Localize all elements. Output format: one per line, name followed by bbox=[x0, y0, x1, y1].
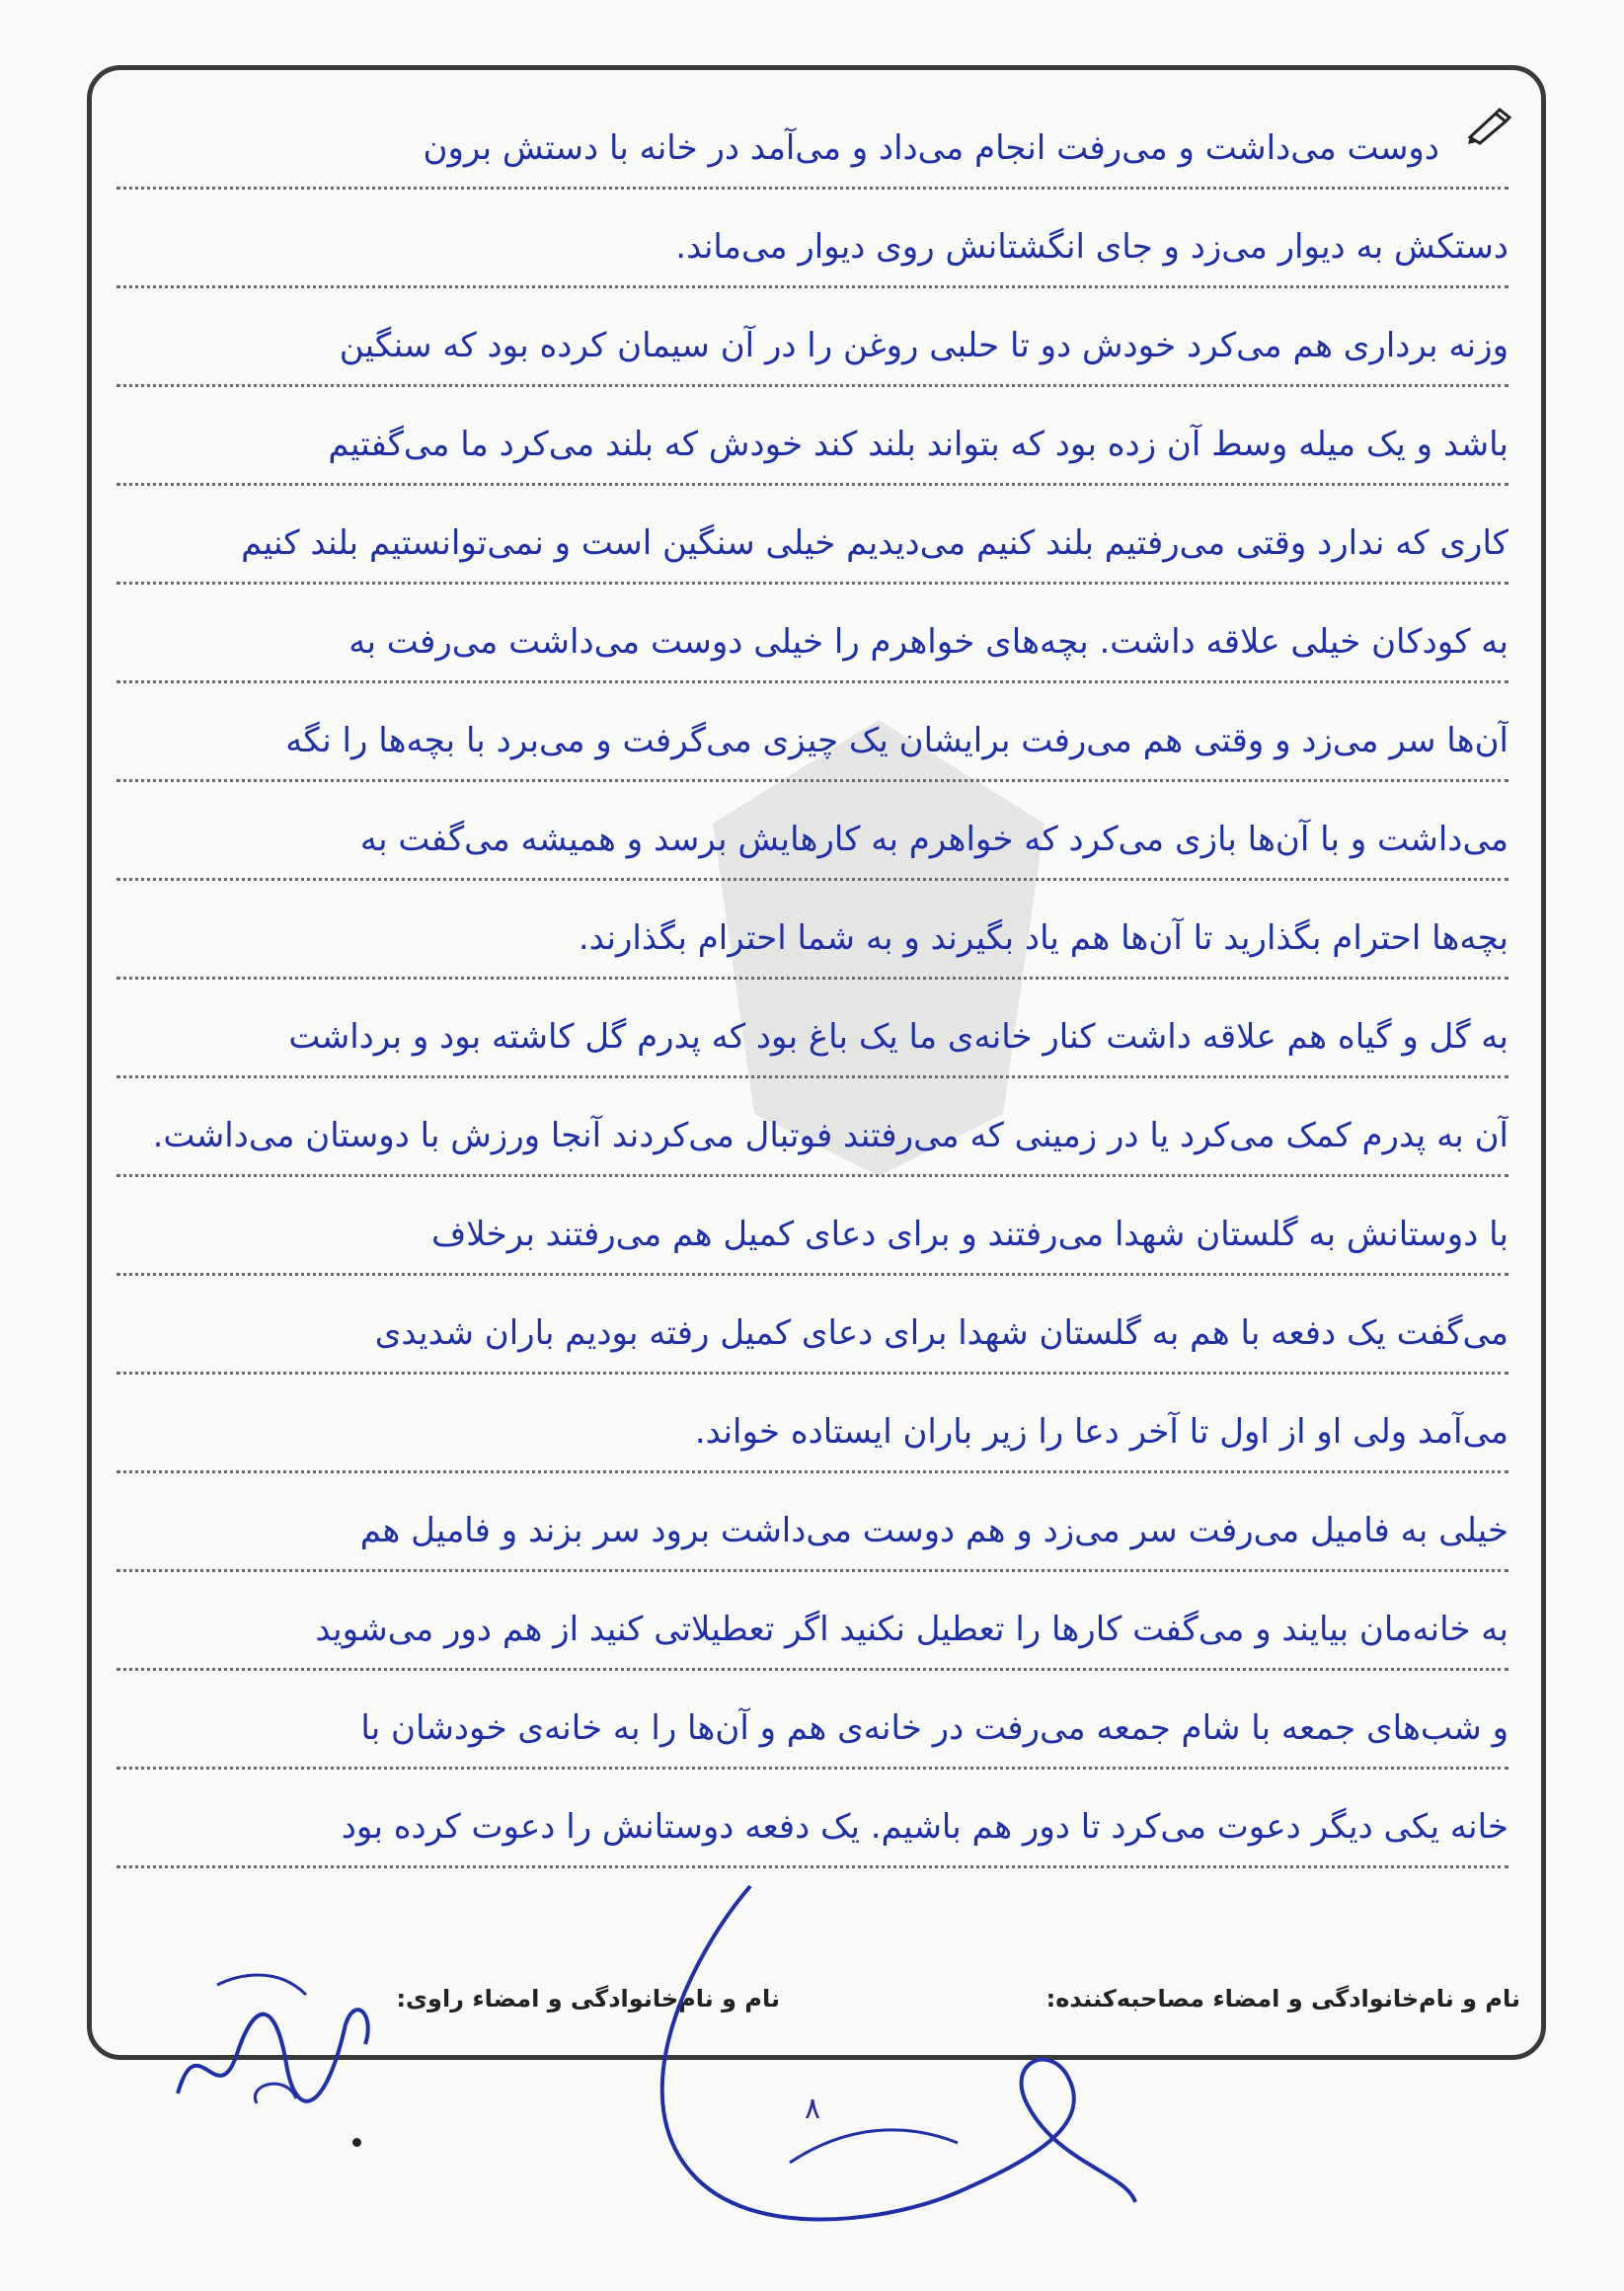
text-line: خیلی به فامیل می‌رفت سر می‌زد و هم دوست می‌داشت برود سر بزند و فامیل هم bbox=[116, 1499, 1508, 1598]
interviewer-signature bbox=[632, 1876, 1145, 2252]
text-line: به کودکان خیلی علاقه داشت. بچه‌های خواهرم را خیلی دوست می‌داشت می‌رفت به bbox=[116, 610, 1508, 709]
page-number: ۸ bbox=[805, 2092, 821, 2126]
text-line: با دوستانش به گلستان شهدا می‌رفتند و برای دعای کمیل هم می‌رفتند برخلاف bbox=[116, 1203, 1508, 1302]
interviewer-label: نام و نام‌خانوادگی و امضاء مصاحبه‌کننده: bbox=[1045, 1985, 1520, 2013]
text-line: می‌داشت و با آن‌ها بازی می‌کرد که خواهرم به کارهایش برسد و همیشه می‌گفت به bbox=[116, 808, 1508, 907]
text-line: دوست می‌داشت و می‌رفت انجام می‌داد و می‌آمد در خانه با دستش برون bbox=[116, 117, 1508, 215]
text-line: آن‌ها سر می‌زد و وقتی هم می‌رفت برایشان یک چیزی می‌گرفت و می‌برد با بچه‌ها را نگه bbox=[116, 709, 1508, 808]
text-line: کاری که ندارد وقتی می‌رفتیم بلند کنیم می‌دیدیم خیلی سنگین است و نمی‌توانستیم بلند کنیم bbox=[116, 512, 1508, 610]
narrator-label: نام و نام‌خانوادگی و امضاء راوی: bbox=[396, 1985, 780, 2013]
text-line: و شب‌های جمعه با شام جمعه می‌رفت در خانه‌ی هم و آن‌ها را به خانه‌ی خودشان با bbox=[116, 1697, 1508, 1795]
text-line: آن به پدرم کمک می‌کرد یا در زمینی که می‌رفتند فوتبال می‌کردند آنجا ورزش با دوستان می‌داشت. bbox=[116, 1104, 1508, 1203]
handwritten-lines bbox=[116, 117, 1508, 1894]
text-line: بچه‌ها احترام بگذارید تا آن‌ها هم یاد بگیرند و به شما احترام بگذارند. bbox=[116, 907, 1508, 1005]
text-line: به خانه‌مان بیایند و می‌گفت کارها را تعطیل نکنید اگر تعطیلاتی کنید از هم دور می‌شوید bbox=[116, 1598, 1508, 1697]
narrator-signature bbox=[158, 1965, 385, 2123]
text-line: خانه یکی دیگر دعوت می‌کرد تا دور هم باشیم. یک دفعه دوستانش را دعوت کرده بود bbox=[116, 1795, 1508, 1894]
text-line: وزنه برداری هم می‌کرد خودش دو تا حلبی روغن را در آن سیمان کرده بود که سنگین bbox=[116, 314, 1508, 413]
text-line: به گل و گیاه هم علاقه داشت کنار خانه‌ی ما یک باغ بود که پدرم گل کاشته بود و برداشت bbox=[116, 1005, 1508, 1104]
text-line: می‌آمد ولی او از اول تا آخر دعا را زیر باران ایستاده خواند. bbox=[116, 1400, 1508, 1499]
text-line: می‌گفت یک دفعه با هم به گلستان شهدا برای دعای کمیل رفته بودیم باران شدیدی bbox=[116, 1302, 1508, 1400]
text-line: باشد و یک میله وسط آن زده بود که بتواند بلند کند خودش که بلند می‌کرد ما می‌گفتیم bbox=[116, 413, 1508, 512]
text-line: دستکش به دیوار می‌زد و جای انگشتانش روی دیوار می‌ماند. bbox=[116, 215, 1508, 314]
ink-dot bbox=[352, 2138, 361, 2147]
